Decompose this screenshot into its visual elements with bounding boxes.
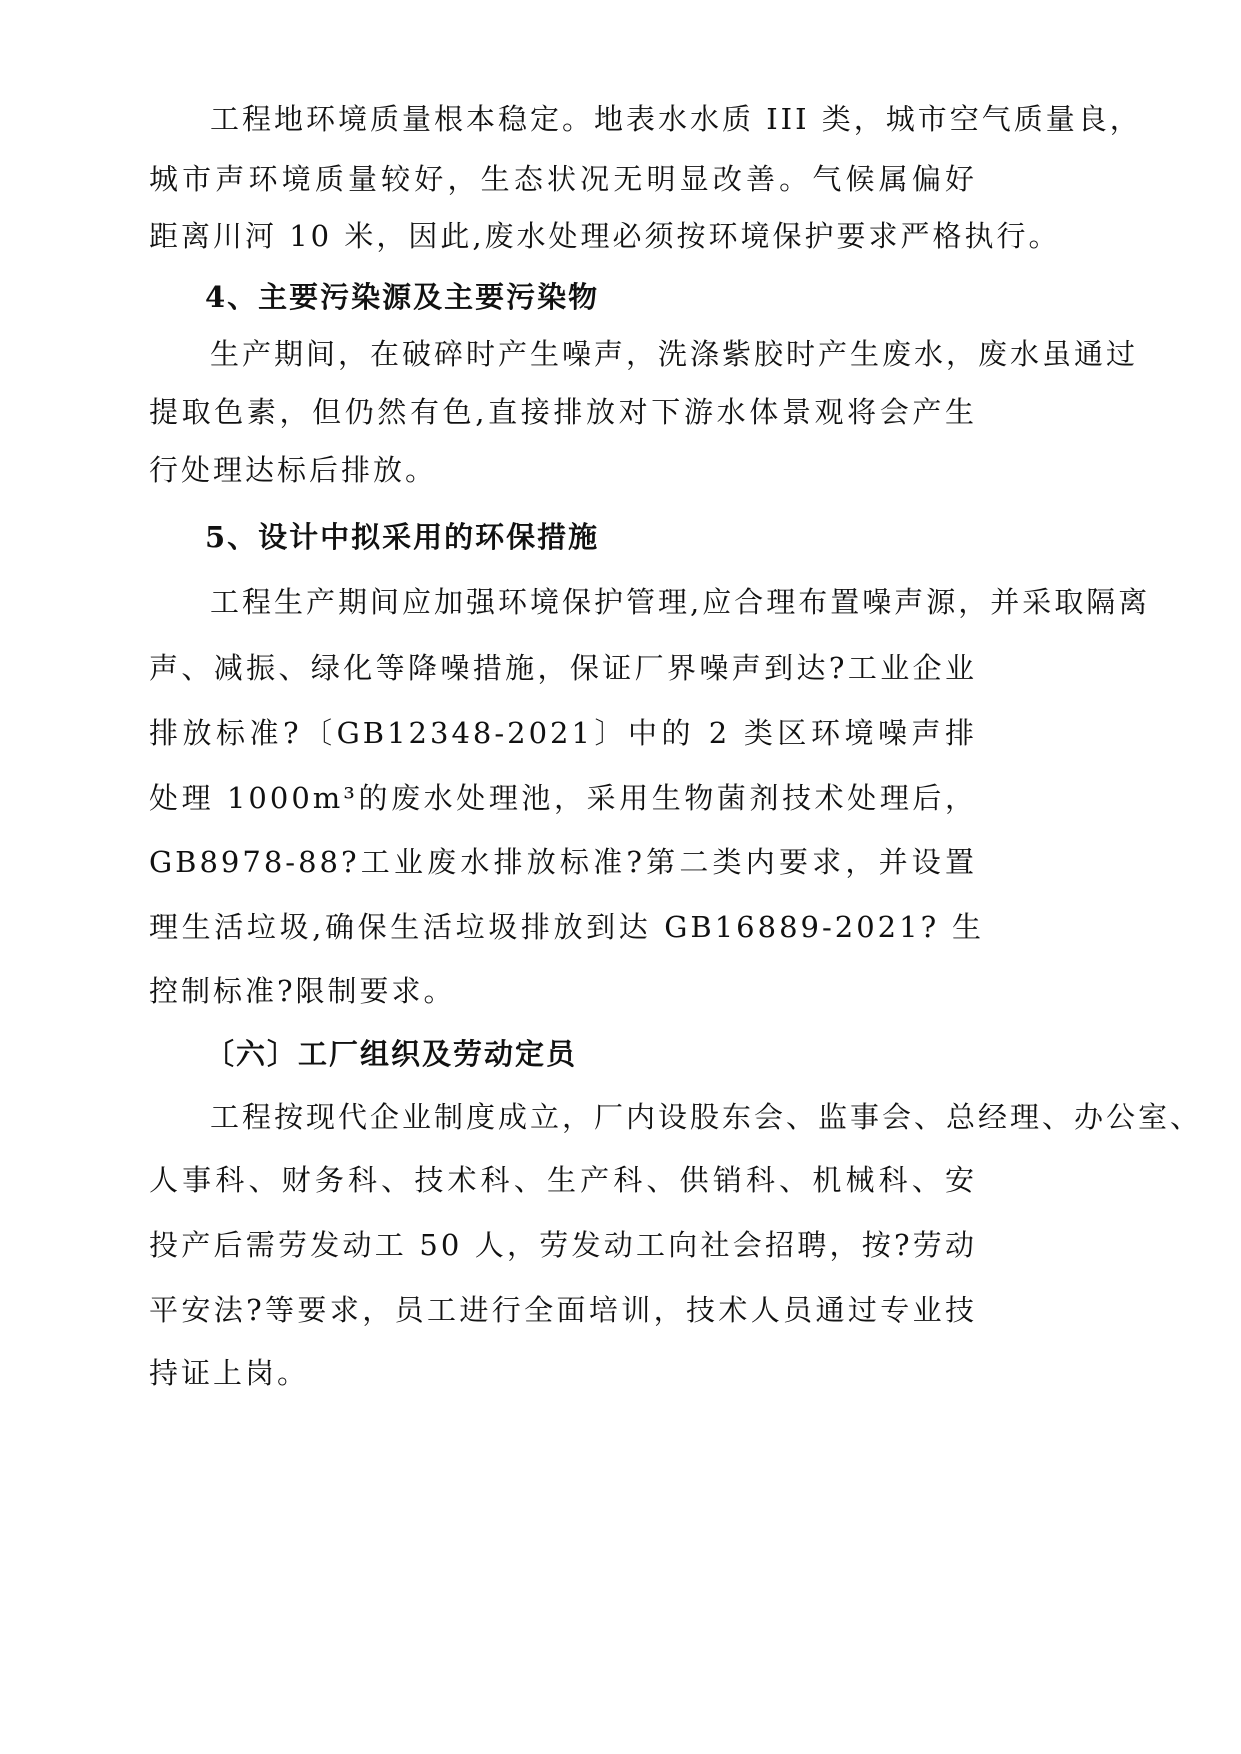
paragraph-line: 处理 1000m³的废水处理池，采用生物菌剂技术处理后， <box>149 781 977 815</box>
paragraph-line: 提取色素，但仍然有色,直接排放对下游水体景观将会产生 <box>149 395 977 429</box>
paragraph-line: 距离川河 10 米，因此,废水处理必须按环境保护要求严格执行。 <box>149 219 1061 253</box>
paragraph-line: 行处理达标后排放。 <box>149 453 438 487</box>
paragraph-line: 人事科、财务科、技术科、生产科、供销科、机械科、安 <box>149 1163 977 1197</box>
paragraph-line: 理生活垃圾,确保生活垃圾排放到达 GB16889-2021? 生 <box>149 910 984 944</box>
section-heading-env-protection: 5、设计中拟采用的环保措施 <box>205 520 600 554</box>
paragraph-line: 持证上岗。 <box>149 1356 310 1390</box>
paragraph-line: 声、减振、绿化等降噪措施，保证厂界噪声到达?工业企业 <box>149 651 977 685</box>
paragraph-line: GB8978-88?工业废水排放标准?第二类内要求，并设置 <box>149 845 977 879</box>
paragraph-line: 控制标准?限制要求。 <box>149 974 456 1008</box>
paragraph-line: 平安法?等要求，员工进行全面培训，技术人员通过专业技 <box>149 1293 977 1327</box>
paragraph-line: 城市声环境质量较好，生态状况无明显改善。气候属偏好 <box>149 162 977 196</box>
paragraph-line: 工程生产期间应加强环境保护管理,应合理布置噪声源，并采取隔离 <box>210 585 1151 619</box>
section-heading-factory-org: 〔六〕工厂组织及劳动定员 <box>205 1037 578 1071</box>
paragraph-line: 投产后需劳发动工 50 人，劳发动工向社会招聘，按?劳动 <box>149 1228 977 1262</box>
paragraph-line: 工程按现代企业制度成立，厂内设股东会、监事会、总经理、办公室、 <box>210 1100 1203 1134</box>
section-heading-pollution-sources: 4、主要污染源及主要污染物 <box>205 280 600 314</box>
paragraph-line: 工程地环境质量根本稳定。地表水水质 III 类，城市空气质量良， <box>210 102 1142 136</box>
paragraph-line: 生产期间，在破碎时产生噪声，洗涤紫胶时产生废水，废水虽通过 <box>210 337 1139 371</box>
paragraph-line: 排放标准?〔GB12348-2021〕中的 2 类区环境噪声排 <box>149 716 977 750</box>
